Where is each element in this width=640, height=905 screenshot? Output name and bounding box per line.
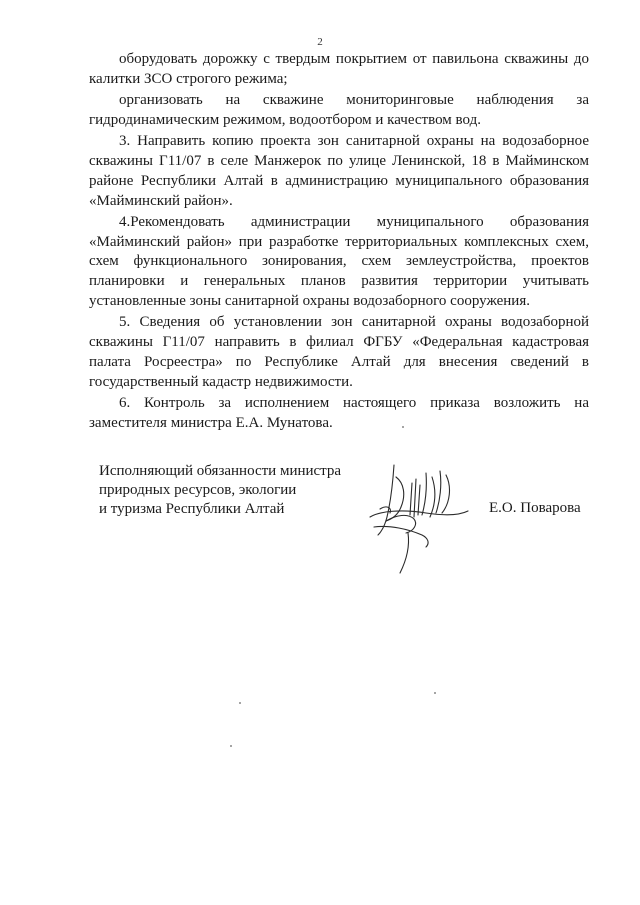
page-number: 2 xyxy=(317,36,323,48)
signatory-title-line: природных ресурсов, экологии xyxy=(99,482,297,498)
handwritten-signature xyxy=(356,455,481,580)
paragraph-item-3: 3. Направить копию проекта зон санитарной охраны на водозаборное скважины Г11/07 в селе Манжерок по улице Ленинской, 18 в Майминском районе Республики Алтай в администрацию муниципального образования «Майминский район». xyxy=(89,133,589,209)
scan-speck xyxy=(239,702,241,704)
signatory-name: Е.О. Поварова xyxy=(489,500,581,516)
scan-speck xyxy=(230,745,232,747)
document-body xyxy=(89,50,589,435)
paragraph-item-5: 5. Сведения об установлении зон санитарной охраны водозаборной скважины Г11/07 направить в филиал ФГБУ «Федеральная кадастровая палата Росреестра» по Республике Алтай для внесения сведений в государственный кадастр недвижимости. xyxy=(89,314,589,390)
signatory-title-line: Исполняющий обязанности министра xyxy=(99,463,342,479)
scan-speck xyxy=(434,692,436,694)
paragraph-item-4: 4.Рекомендовать администрации муниципального образования «Майминский район» при разработке территориальных комплексных схем, схем функционального зонирования, схем землеустройства, проектов планировки и генеральных планов развития территории учитывать установленные зоны санитарной охраны водозаборного сооружения. xyxy=(89,213,589,310)
signatory-title xyxy=(99,462,341,519)
paragraph-path-item: оборудовать дорожку с твердым покрытием от павильона скважины до калитки ЗСО строгого режима; xyxy=(89,51,589,87)
paragraph-monitoring-item: организовать на скважине мониторинговые наблюдения за гидродинамическим режимом, водоотбором и качеством вод. xyxy=(89,92,589,128)
paragraph-item-6: 6. Контроль за исполнением настоящего приказа возложить на заместителя министра Е.А. Мунатова. xyxy=(89,395,589,431)
scan-speck xyxy=(402,426,404,428)
signatory-title-line: и туризма Республики Алтай xyxy=(99,501,285,517)
